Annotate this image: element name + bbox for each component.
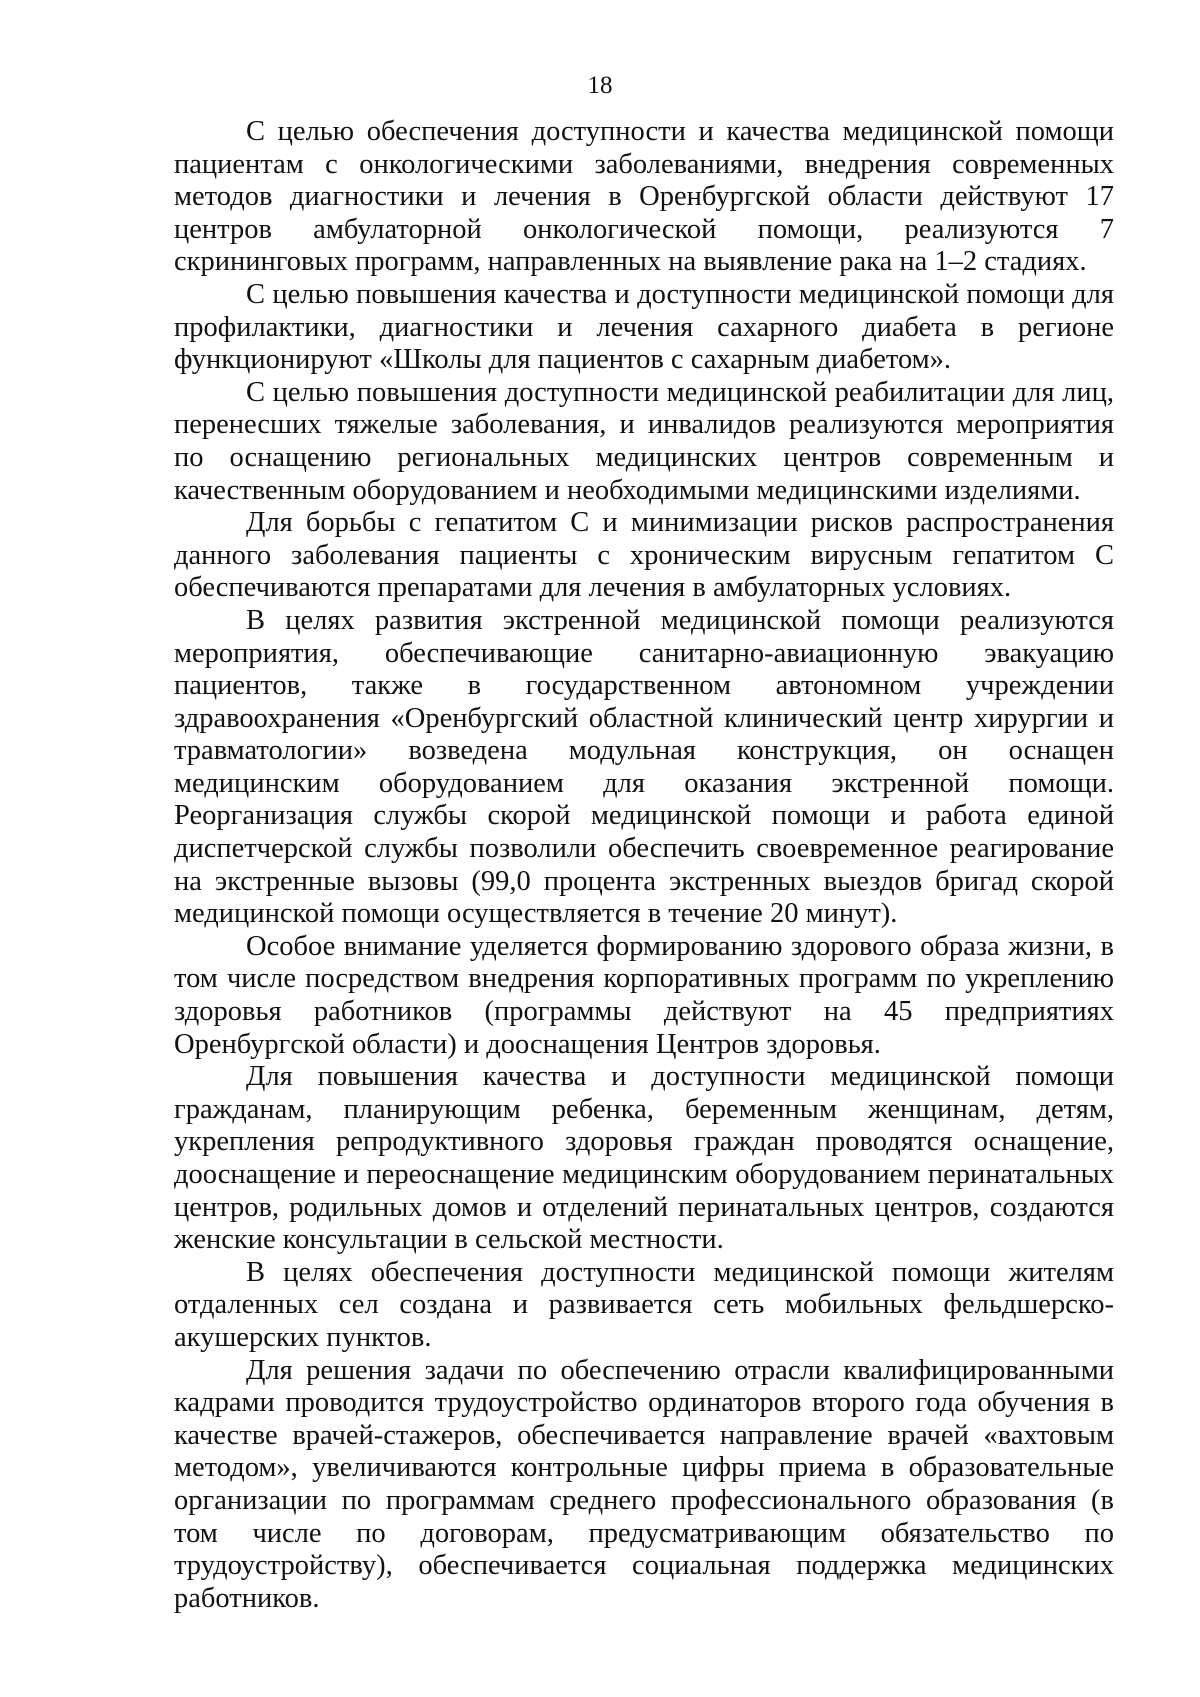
paragraph-oncology: С целью обеспечения доступности и качества медицинской помощи пациентам с онкологическими заболеваниями, внедрения современных методов диагностики и лечения в Оренбургской области действуют 17 центров амбулаторной онкологической помощи, реализуются 7 скрининговых программ, направленных на выявление рака на 1–2 стадиях. — [174, 116, 1114, 278]
paragraph-hepatitis: Для борьбы с гепатитом С и минимизации рисков распространения данного заболевания пациенты с хроническим вирусным гепатитом С обеспечиваются препаратами для лечения в амбулаторных условиях. — [174, 507, 1114, 604]
document-body — [174, 116, 1114, 1615]
paragraph-mobile-fap: В целях обеспечения доступности медицинской помощи жителям отдаленных сел создана и развивается сеть мобильных фельдшерско-акушерских пунктов. — [174, 1256, 1114, 1353]
paragraph-emergency-care: В целях развития экстренной медицинской помощи реализуются мероприятия, обеспечивающие санитарно-авиационную эвакуацию пациентов, также в государственном автономном учреждении здравоохранения «Оренбургский областной клинический центр хирургии и травматологии» возведена модульная конструкция, он оснащен медицинским оборудованием для оказания экстренной помощи. Реорганизация службы скорой медицинской помощи и работа единой диспетчерской службы позволили обеспечить своевременное реагирование на экстренные вызовы (99,0 процента экстренных выездов бригад скорой медицинской помощи осуществляется в течение 20 минут). — [174, 604, 1114, 930]
paragraph-maternal-health: Для повышения качества и доступности медицинской помощи гражданам, планирующим ребенка, беременным женщинам, детям, укрепления репродуктивного здоровья граждан проводятся оснащение, дооснащение и переоснащение медицинским оборудованием перинатальных центров, родильных домов и отделений перинатальных центров, создаются женские консультации в сельской местности. — [174, 1061, 1114, 1256]
paragraph-rehabilitation: С целью повышения доступности медицинской реабилитации для лиц, перенесших тяжелые заболевания, и инвалидов реализуются мероприятия по оснащению региональных медицинских центров современным и качественным оборудованием и необходимыми медицинскими изделиями. — [174, 376, 1114, 506]
paragraph-staffing: Для решения задачи по обеспечению отрасли квалифицированными кадрами проводится трудоустройство ординаторов второго года обучения в качестве врачей-стажеров, обеспечивается направление врачей «вахтовым методом», увеличиваются контрольные цифры приема в образовательные организации по программам среднего профессионального образования (в том числе по договорам, предусматривающим обязательство по трудоустройству), обеспечивается социальная поддержка медицинских работников. — [174, 1354, 1114, 1614]
page-number: 18 — [587, 72, 613, 99]
paragraph-diabetes: С целью повышения качества и доступности медицинской помощи для профилактики, диагностики и лечения сахарного диабета в регионе функционируют «Школы для пациентов с сахарным диабетом». — [174, 278, 1114, 376]
paragraph-healthy-lifestyle: Особое внимание уделяется формированию здорового образа жизни, в том числе посредством внедрения корпоративных программ по укреплению здоровья работников (программы действуют на 45 предприятиях Оренбургской области) и дооснащения Центров здоровья. — [174, 930, 1114, 1060]
